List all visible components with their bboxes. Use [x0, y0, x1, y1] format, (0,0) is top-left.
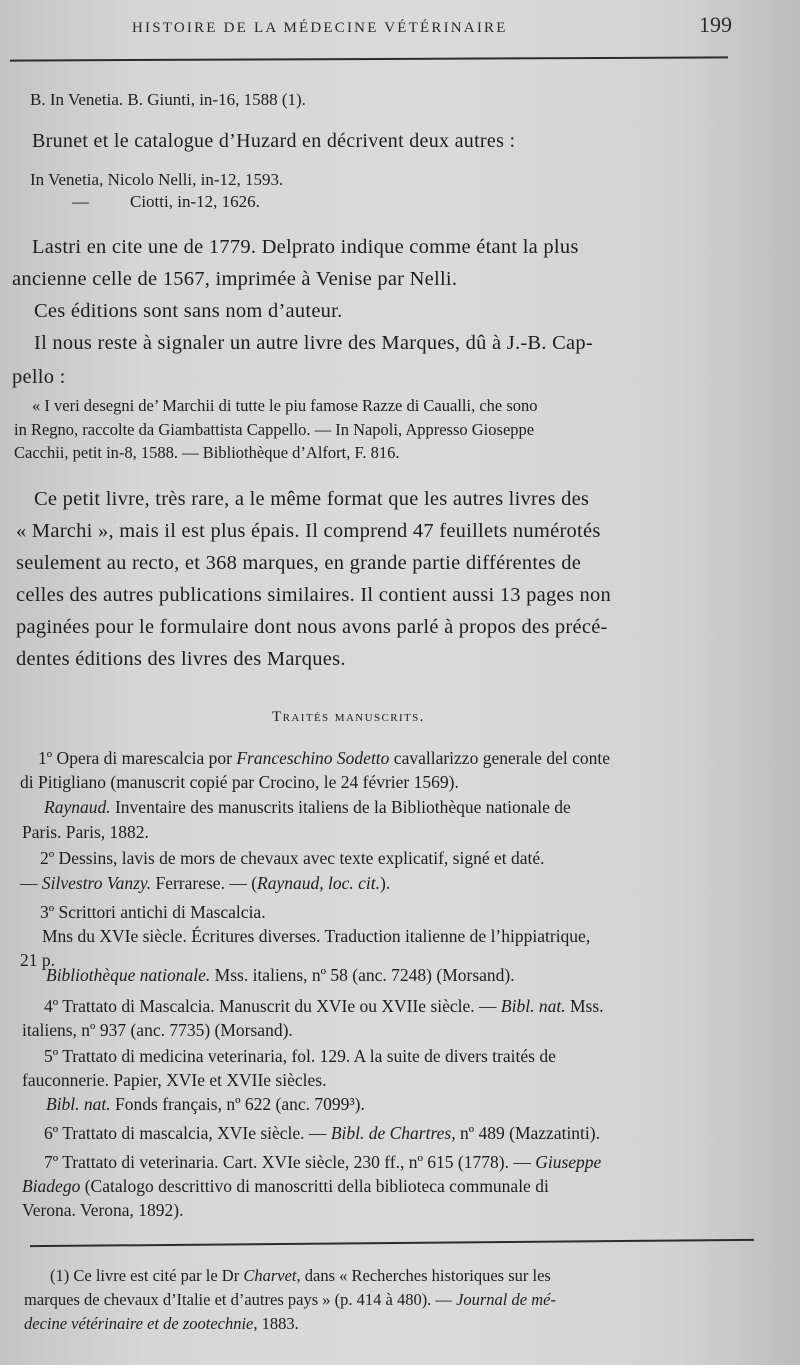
quote-line: « I veri desegni de’ Marchii di tutte le piu famose Razze di Caualli, che sono	[32, 396, 538, 415]
citation-giunti: B. In Venetia. B. Giunti, in-16, 1588 (1).	[30, 90, 306, 109]
footnote-line: (1) Ce livre est cité par le Dr Charvet, dans « Recherches historiques sur les	[50, 1266, 551, 1285]
paragraph-line: seulement au recto, et 368 marques, en grande partie différentes de	[16, 552, 582, 574]
manuscript-line: italiens, nº 937 (anc. 7735) (Morsand).	[22, 1020, 293, 1040]
manuscript-line: — Silvestro Vanzy. Ferrarese. — (Raynaud, loc. cit.).	[20, 873, 391, 893]
manuscript-item-2: 2º Dessins, lavis de mors de chevaux avec texte explicatif, signé et daté.	[40, 848, 545, 868]
manuscript-line: Verona. Verona, 1892).	[22, 1200, 184, 1220]
footnote-rule	[30, 1239, 754, 1247]
manuscript-item-3: 3º Scrittori antichi di Mascalcia.	[40, 902, 266, 922]
manuscript-item-6: 6º Trattato di mascalcia, XVIe siècle. — Bibl. de Chartres, nº 489 (Mazzatinti).	[44, 1123, 600, 1143]
page-header	[0, 10, 800, 50]
footnote-line: decine vétérinaire et de zootechnie, 1883.	[24, 1314, 299, 1333]
manuscript-item-1: 1º Opera di marescalcia por Franceschino Sodetto cavallarizzo generale del conte	[38, 748, 610, 768]
brunet-line: Brunet et le catalogue d’Huzard en décrivent deux autres :	[32, 130, 516, 152]
section-heading: Traités manuscrits.	[272, 708, 425, 725]
manuscript-line: Bibl. nat. Fonds français, nº 622 (anc. 7099³).	[46, 1094, 365, 1114]
manuscript-item-5: 5º Trattato di medicina veterinaria, fol. 129. A la suite de divers traités de	[44, 1046, 556, 1066]
page-number: 199	[699, 12, 732, 37]
manuscript-line: di Pitigliano (manuscrit copié par Crocino, le 24 février 1569).	[20, 772, 459, 792]
manuscript-line: Mns du XVIe siècle. Écritures diverses. Traduction italienne de l’hippiatrique,	[42, 926, 591, 946]
paragraph-line: celles des autres publications similaires. Il contient aussi 13 pages non	[16, 584, 611, 606]
manuscript-line: 21 p.	[20, 950, 55, 970]
footnote-line: marques de chevaux d’Italie et d’autres pays » (p. 414 à 480). — Journal de mé-	[24, 1290, 556, 1309]
paragraph-line: ancienne celle de 1567, imprimée à Venise par Nelli.	[12, 268, 458, 290]
manuscript-line: fauconnerie. Papier, XVIe et XVIIe siècles.	[22, 1070, 327, 1090]
paragraph-line: Ces éditions sont sans nom d’auteur.	[34, 300, 343, 322]
manuscript-item-7: 7º Trattato di veterinaria. Cart. XVIe siècle, 230 ff., nº 615 (1778). — Giuseppe	[44, 1152, 602, 1172]
citation-ditto-dash: —	[72, 192, 89, 211]
quote-line: Cacchii, petit in-8, 1588. — Bibliothèque d’Alfort, F. 816.	[14, 443, 400, 462]
manuscript-line: Bibliothèque nationale. Mss. italiens, nº 58 (anc. 7248) (Morsand).	[46, 965, 515, 985]
manuscript-line: Raynaud. Inventaire des manuscrits italiens de la Bibliothèque nationale de	[44, 797, 571, 817]
paragraph-line: dentes éditions des livres des Marques.	[16, 648, 346, 670]
manuscript-line: Biadego (Catalogo descrittivo di manoscritti della biblioteca communale di	[22, 1176, 549, 1196]
quote-line: in Regno, raccolte da Giambattista Cappello. — In Napoli, Appresso Gioseppe	[14, 420, 535, 439]
manuscript-item-4: 4º Trattato di Mascalcia. Manuscrit du XVIe ou XVIIe siècle. — Bibl. nat. Mss.	[44, 996, 604, 1016]
citation-ciotti: Ciotti, in-12, 1626.	[130, 192, 260, 211]
paragraph-line: paginées pour le formulaire dont nous avons parlé à propos des précé-	[16, 616, 608, 638]
citation-nelli: In Venetia, Nicolo Nelli, in-12, 1593.	[30, 170, 284, 189]
paragraph-line: Il nous reste à signaler un autre livre des Marques, dû à J.-B. Cap-	[34, 332, 593, 354]
paragraph-line: Lastri en cite une de 1779. Delprato indique comme étant la plus	[32, 236, 579, 258]
manuscript-line: Paris. Paris, 1882.	[22, 822, 149, 842]
header-rule	[10, 56, 728, 61]
paragraph-line: « Marchi », mais il est plus épais. Il comprend 47 feuillets numérotés	[16, 520, 601, 542]
paragraph-line: pello :	[12, 366, 66, 388]
paragraph-line: Ce petit livre, très rare, a le même format que les autres livres des	[34, 488, 590, 510]
running-title: HISTOIRE DE LA MÉDECINE VÉTÉRINAIRE	[132, 20, 508, 36]
